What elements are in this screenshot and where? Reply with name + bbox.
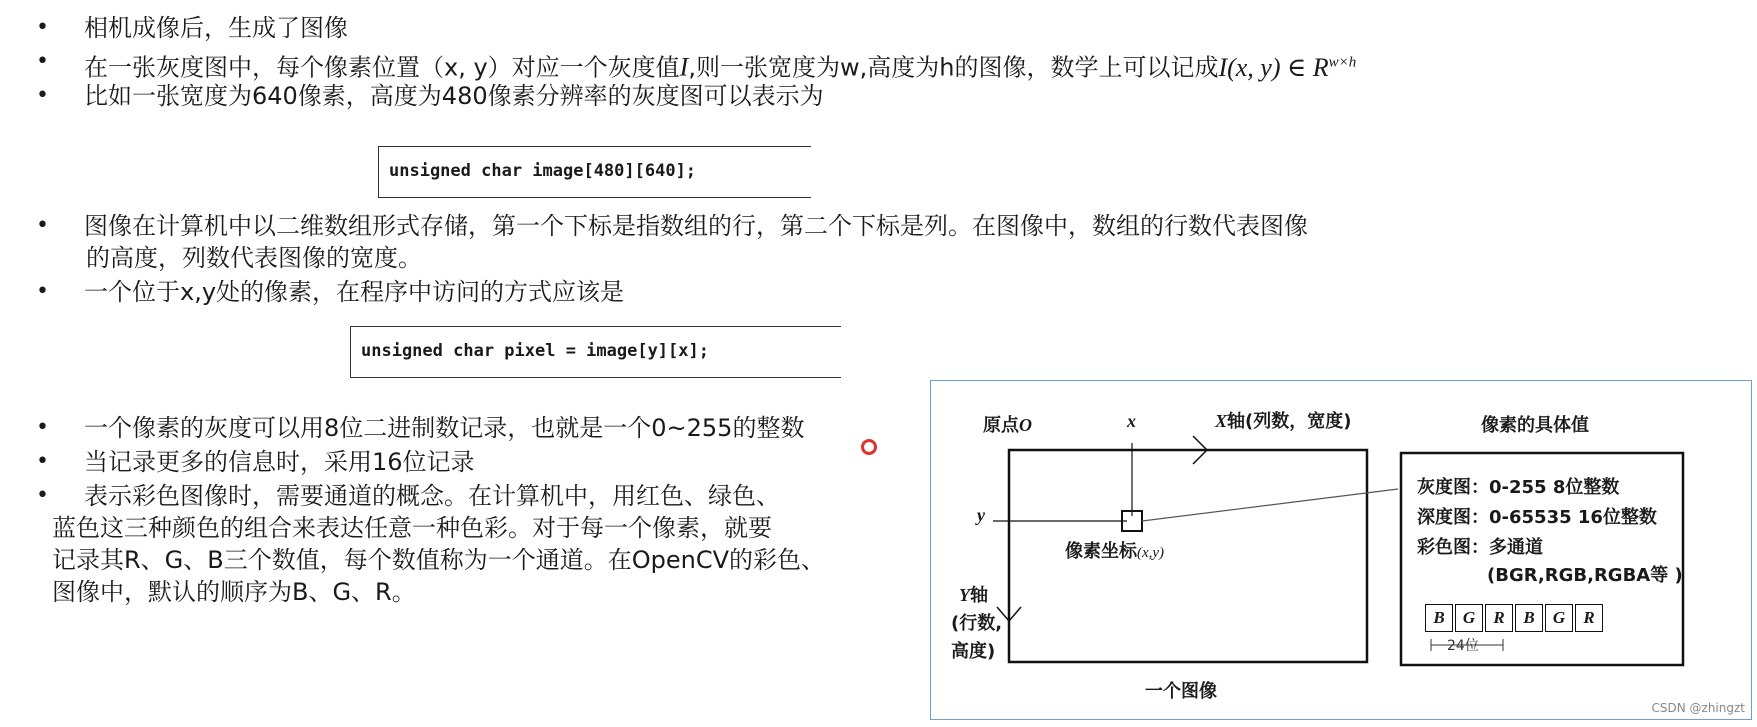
bullet-marker: • — [36, 49, 49, 74]
b2-prefix: 在一张灰度图中，每个像素位置（x, y）对应一个灰度值 — [84, 53, 680, 82]
x-symbol: x — [1127, 411, 1136, 431]
code-pixel-access: unsigned char pixel = image[y][x]; — [361, 341, 709, 361]
bullet-marker: • — [36, 213, 49, 238]
b2-formula: I(x, y) ∈ $R^{w\times h}$ — [1218, 52, 1357, 82]
laser-pointer-dot — [861, 439, 877, 455]
bullet-marker: • — [36, 449, 49, 474]
bullet-color-line3: 记录其R、G、B三个数值，每个数值称为一个通道。在OpenCV的彩色、 — [52, 546, 826, 574]
bullet-marker: • — [36, 483, 49, 508]
bullet-marker: • — [36, 415, 49, 440]
gray-value: 灰度图：0-255 8位整数 — [1417, 477, 1620, 498]
channel-cells — [1425, 604, 1605, 632]
y-symbol: y — [977, 505, 985, 525]
channel-cell: G — [1455, 604, 1483, 632]
bullet-camera-imaging: 相机成像后，生成了图像 — [84, 14, 348, 42]
b2-math-i: I — [679, 52, 689, 82]
bullet-8bit-gray: 一个像素的灰度可以用8位二进制数记录，也就是一个0~255的整数 — [84, 414, 805, 442]
channel-cell: G — [1545, 604, 1573, 632]
image-caption: 一个图像 — [1145, 681, 1217, 702]
bullet-16bit: 当记录更多的信息时，采用16位记录 — [84, 448, 475, 476]
bullet-marker: • — [36, 279, 49, 304]
code-block-pixel-access — [350, 326, 841, 378]
image-frame — [1009, 450, 1367, 662]
y-axis-label-rows: (行数, — [951, 613, 1003, 634]
channel-cell: R — [1575, 604, 1603, 632]
watermark: CSDN @zhingzt — [1651, 701, 1745, 715]
bullet-grayscale-definition — [84, 46, 1356, 84]
channel-cell: B — [1515, 604, 1543, 632]
channel-cell: B — [1425, 604, 1453, 632]
bullet-color-line4: 图像中，默认的顺序为B、G、R。 — [52, 578, 416, 606]
bullet-color-line2: 蓝色这三种颜色的组合来表达任意一种色彩。对于每一个像素，就要 — [52, 514, 772, 542]
bullet-640x480-example: 比如一张宽度为640像素，高度为480像素分辨率的灰度图可以表示为 — [84, 82, 824, 110]
bits-label: 24位 — [1447, 638, 1479, 654]
depth-value: 深度图：0-65535 16位整数 — [1417, 507, 1657, 528]
x-axis-label: X轴(列数，宽度) — [1215, 411, 1352, 432]
bullet-2d-array-line2: 的高度，列数代表图像的宽度。 — [86, 244, 422, 272]
channel-cell: R — [1485, 604, 1513, 632]
bullet-2d-array-line1: 图像在计算机中以二维数组形式存储，第一个下标是指数组的行，第二个下标是列。在图像中，数组的行数代表图像 — [84, 212, 1308, 240]
pixel-connector-line — [1142, 489, 1398, 521]
b2-suffix: ,则一张宽度为w,高度为h的图像，数学上可以记成 — [688, 53, 1219, 82]
pixel-coord-label: 像素坐标(x,y) — [1065, 541, 1165, 562]
bullet-pixel-access: 一个位于x,y处的像素，在程序中访问的方式应该是 — [84, 278, 625, 306]
values-title: 像素的具体值 — [1481, 415, 1589, 436]
image-coordinate-diagram — [930, 380, 1752, 720]
color-formats: (BGR,RGB,RGBA等 ) — [1487, 565, 1683, 586]
code-image-decl: unsigned char image[480][640]; — [389, 161, 697, 181]
color-value: 彩色图：多通道 — [1417, 537, 1543, 558]
origin-label: 原点O — [983, 415, 1032, 436]
code-block-image-decl — [378, 146, 811, 198]
bullet-marker: • — [36, 15, 49, 40]
y-axis-label: Y轴 — [959, 585, 988, 606]
bullet-color-line1: 表示彩色图像时，需要通道的概念。在计算机中，用红色、绿色、 — [84, 482, 780, 510]
bullet-marker: • — [36, 83, 49, 108]
y-axis-label-height: 高度) — [951, 641, 996, 662]
